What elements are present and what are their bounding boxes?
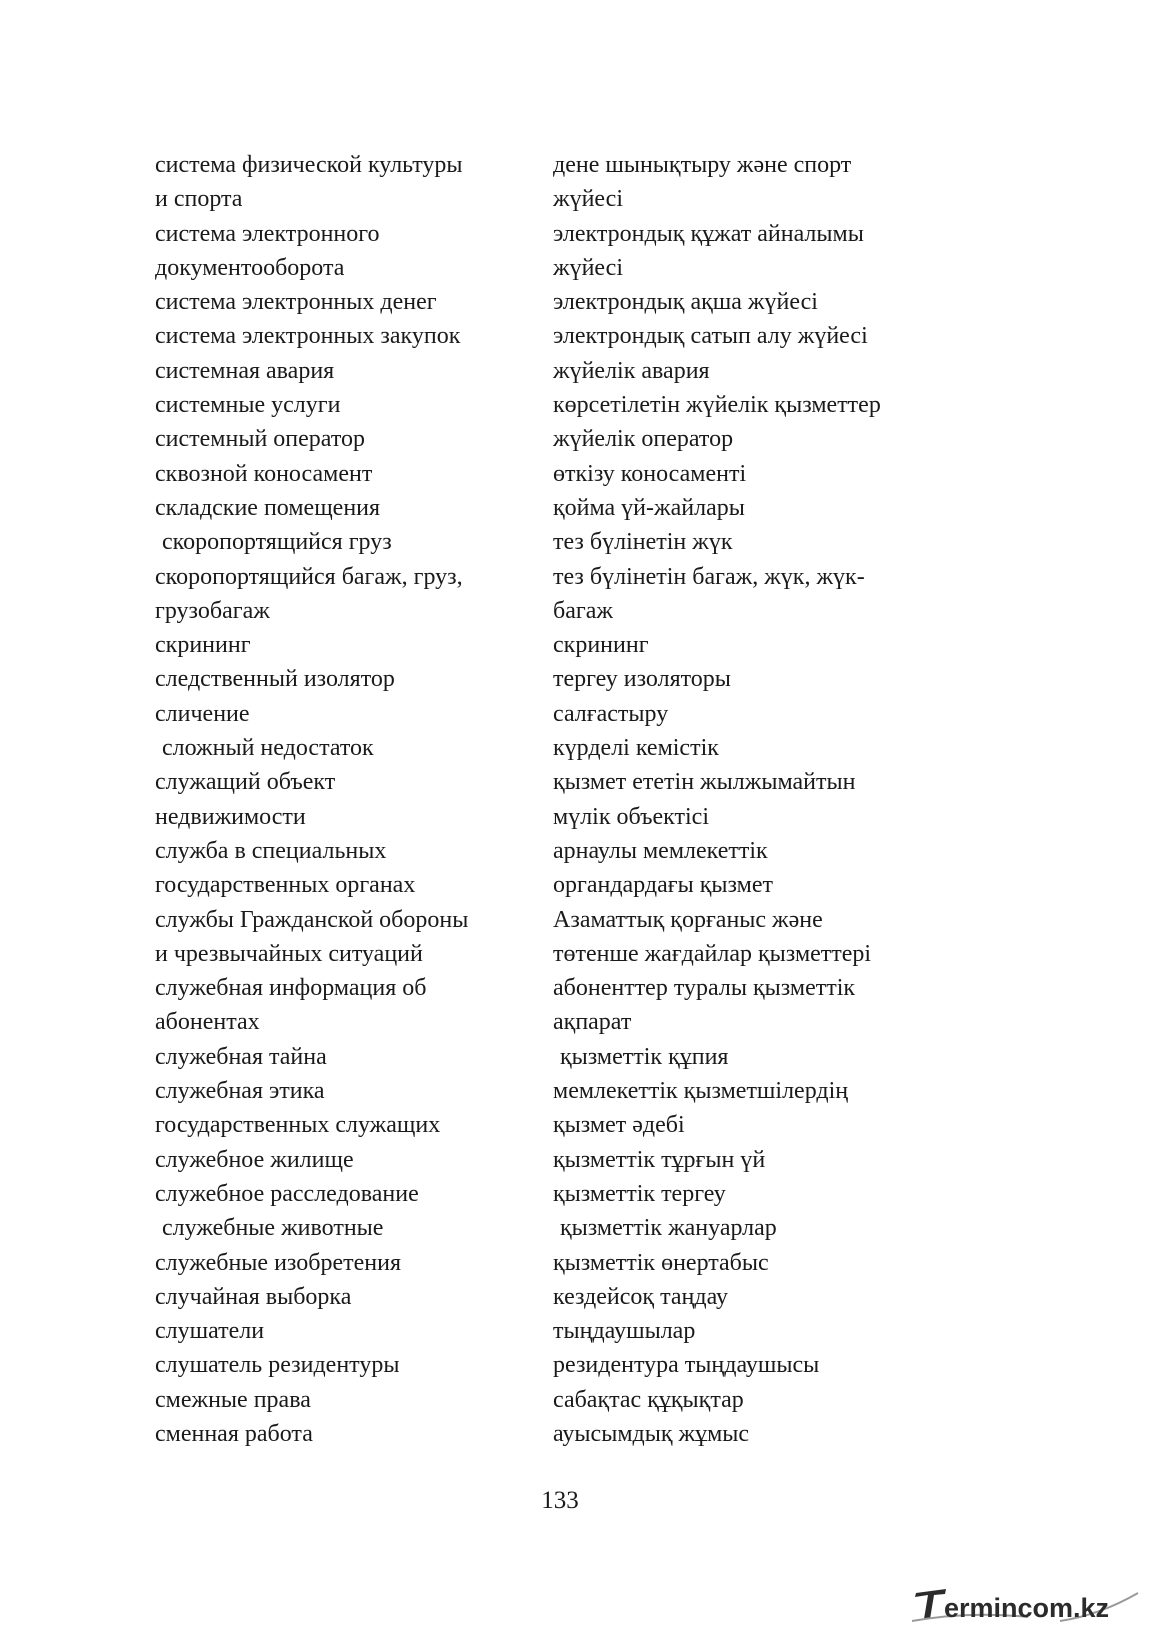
kazakh-term: жүйелік оператор xyxy=(553,426,734,453)
russian-term: системные услуги xyxy=(155,392,341,419)
russian-term: сменная работа xyxy=(155,1420,313,1447)
russian-term: система электронного xyxy=(155,220,380,247)
kazakh-term: мемлекеттік қызметшілердің xyxy=(553,1078,849,1105)
kazakh-term: қызметтік тергеу xyxy=(553,1180,726,1207)
kazakh-term: қызметтік құпия xyxy=(560,1043,729,1070)
glossary-row xyxy=(0,937,1158,971)
kazakh-term: қызметтік өнертабыс xyxy=(553,1249,769,1276)
russian-term: следственный изолятор xyxy=(155,666,395,693)
russian-term: смежные права xyxy=(155,1386,311,1413)
russian-term: службы Гражданской обороны xyxy=(155,906,469,933)
kazakh-term: тергеу изоляторы xyxy=(553,666,731,693)
russian-term: сквозной коносамент xyxy=(155,460,373,487)
kazakh-term: тез бүлінетін багаж, жүк, жүк- xyxy=(553,563,865,590)
terminology-logo-icon xyxy=(910,1581,1140,1627)
kazakh-term: жүйесі xyxy=(553,186,623,213)
glossary-row xyxy=(0,354,1158,388)
russian-term: служащий объект xyxy=(155,769,336,796)
russian-term: и чрезвычайных ситуаций xyxy=(155,940,423,967)
kazakh-term: Азаматтық қорғаныс және xyxy=(553,906,823,933)
glossary-row xyxy=(0,491,1158,525)
glossary-row xyxy=(0,971,1158,1005)
russian-term: случайная выборка xyxy=(155,1283,352,1310)
glossary-row xyxy=(0,1143,1158,1177)
termincom-logo[interactable] xyxy=(910,1581,1140,1627)
kazakh-term: арнаулы мемлекеттік xyxy=(553,837,768,864)
kazakh-term: абоненттер туралы қызметтік xyxy=(553,975,856,1002)
russian-term: складские помещения xyxy=(155,494,381,521)
glossary-row xyxy=(0,525,1158,559)
glossary-row xyxy=(0,1005,1158,1039)
glossary-row xyxy=(0,697,1158,731)
glossary-row xyxy=(0,628,1158,662)
russian-term: абонентах xyxy=(155,1009,260,1036)
kazakh-term: қызметтік тұрғын үй xyxy=(553,1146,766,1173)
kazakh-term: көрсетілетін жүйелік қызметтер xyxy=(553,392,881,419)
russian-term: скоропортящийся багаж, груз, xyxy=(155,563,463,590)
glossary-row xyxy=(0,1040,1158,1074)
glossary-row xyxy=(0,148,1158,182)
kazakh-term: тыңдаушылар xyxy=(553,1318,696,1345)
glossary-row xyxy=(0,1074,1158,1108)
kazakh-term: мүлік объектісі xyxy=(553,803,709,830)
russian-term: служебное жилище xyxy=(155,1146,354,1173)
russian-term: системная авария xyxy=(155,357,335,384)
glossary-row xyxy=(0,1383,1158,1417)
kazakh-term: ауысымдық жұмыс xyxy=(553,1420,750,1447)
svg-text:ermincom.kz: ermincom.kz xyxy=(944,1593,1110,1623)
russian-term: системный оператор xyxy=(155,426,365,453)
glossary-row xyxy=(0,1177,1158,1211)
kazakh-term: электрондық сатып алу жүйесі xyxy=(553,323,868,350)
kazakh-term: тез бүлінетін жүк xyxy=(553,529,733,556)
russian-term: служебные изобретения xyxy=(155,1249,401,1276)
kazakh-term: қойма үй-жайлары xyxy=(553,494,745,521)
russian-term: грузобагаж xyxy=(155,597,270,624)
glossary-row xyxy=(0,422,1158,456)
kazakh-term: резидентура тыңдаушысы xyxy=(553,1352,820,1379)
glossary-row xyxy=(0,1417,1158,1451)
kazakh-term: кездейсоқ таңдау xyxy=(553,1283,728,1310)
glossary-row xyxy=(0,457,1158,491)
kazakh-term: ақпарат xyxy=(553,1009,632,1036)
glossary-row xyxy=(0,251,1158,285)
russian-term: служебное расследование xyxy=(155,1180,419,1207)
russian-term: слушатели xyxy=(155,1318,265,1345)
russian-term: скоропортящийся груз xyxy=(162,529,392,556)
russian-term: сложный недостаток xyxy=(162,735,374,762)
russian-term: и спорта xyxy=(155,186,243,213)
russian-term: документооборота xyxy=(155,254,345,281)
kazakh-term: дене шынықтыру және спорт xyxy=(553,152,852,178)
glossary-row xyxy=(0,834,1158,868)
kazakh-term: сабақтас құқықтар xyxy=(553,1386,744,1413)
russian-term: скрининг xyxy=(155,632,251,659)
kazakh-term: салғастыру xyxy=(553,700,669,727)
kazakh-term: скрининг xyxy=(553,632,649,659)
kazakh-term: қызметтік жануарлар xyxy=(560,1215,777,1242)
kazakh-term: электрондық құжат айналымы xyxy=(553,220,864,247)
kazakh-term: өткізу коносаменті xyxy=(553,460,747,487)
russian-term: система физической культуры xyxy=(155,152,463,178)
glossary-row xyxy=(0,868,1158,902)
russian-term: недвижимости xyxy=(155,803,306,830)
glossary-row xyxy=(0,903,1158,937)
kazakh-term: күрделі кемістік xyxy=(553,735,719,762)
russian-term: служебные животные xyxy=(162,1215,384,1242)
kazakh-term: төтенше жағдайлар қызметтері xyxy=(553,940,872,967)
russian-term: сличение xyxy=(155,700,250,727)
glossary-table xyxy=(0,148,1158,1451)
russian-term: служебная информация об xyxy=(155,975,427,1002)
glossary-row xyxy=(0,319,1158,353)
russian-term: слушатель резидентуры xyxy=(155,1352,400,1379)
glossary-row xyxy=(0,1314,1158,1348)
glossary-row xyxy=(0,662,1158,696)
russian-term: система электронных закупок xyxy=(155,323,461,350)
glossary-row xyxy=(0,800,1158,834)
glossary-row xyxy=(0,1348,1158,1382)
glossary-row xyxy=(0,217,1158,251)
kazakh-term: электрондық ақша жүйесі xyxy=(553,289,818,316)
glossary-row xyxy=(0,731,1158,765)
page-number: 133 xyxy=(541,1487,579,1514)
russian-term: служебная этика xyxy=(155,1078,325,1105)
glossary-row xyxy=(0,182,1158,216)
glossary-row xyxy=(0,285,1158,319)
kazakh-term: органдардағы қызмет xyxy=(553,872,773,899)
russian-term: государственных органах xyxy=(155,872,416,899)
russian-term: служебная тайна xyxy=(155,1043,327,1070)
russian-term: государственных служащих xyxy=(155,1112,441,1139)
glossary-row xyxy=(0,594,1158,628)
glossary-row xyxy=(0,1211,1158,1245)
kazakh-term: жүйесі xyxy=(553,254,623,281)
kazakh-term: багаж xyxy=(553,597,613,624)
glossary-row xyxy=(0,765,1158,799)
glossary-row xyxy=(0,388,1158,422)
glossary-row xyxy=(0,560,1158,594)
kazakh-term: қызмет әдебі xyxy=(553,1112,685,1139)
kazakh-term: жүйелік авария xyxy=(553,357,710,384)
glossary-row xyxy=(0,1280,1158,1314)
russian-term: система электронных денег xyxy=(155,289,437,316)
kazakh-term: қызмет ететін жылжымайтын xyxy=(553,769,856,796)
glossary-row xyxy=(0,1108,1158,1142)
russian-term: служба в специальных xyxy=(155,837,387,864)
glossary-row xyxy=(0,1246,1158,1280)
